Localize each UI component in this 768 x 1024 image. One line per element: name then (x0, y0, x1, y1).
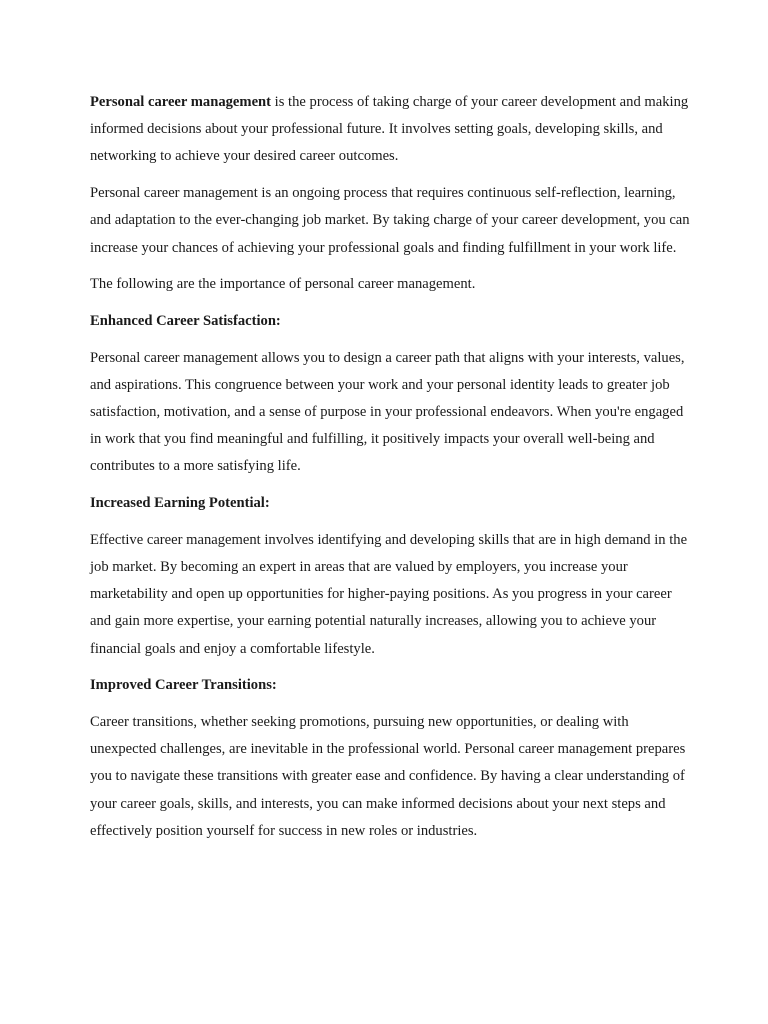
section-body-satisfaction: Personal career management allows you to design a career path that aligns with your interests, values, and aspirations. This congruence between your work and your personal identity leads to greater job satisfaction, motivation, and a sense of purpose in your professional endeavors. When you're engaged in work that you find meaningful and fulfilling, it positively impacts your overall well-being and contributes to a more satisfying life. (90, 349, 685, 475)
section-heading-earning: Increased Earning Potential: (90, 495, 270, 512)
paragraph-ongoing-process: Personal career management is an ongoing process that requires continuous self-reflection, learning, and adaptation to the ever-changing job market. By taking charge of your career development, you can increase your chances of achieving your professional goals and finding fulfillment in your work life. (90, 185, 690, 256)
section-body-transitions: Career transitions, whether seeking promotions, pursuing new opportunities, or dealing with unexpected challenges, are inevitable in the professional world. Personal career management prepares you to navigate these transitions with greater ease and confidence. By having a clear understanding of your career goals, skills, and interests, you can make informed decisions about your next steps and effectively position yourself for success in new roles or industries. (90, 714, 686, 839)
intro-lead-text: is the process of taking charge of your career development and making informed decisions about your professional future. It involves setting goals, developing skills, and networking to achieve your desired career outcomes. (90, 94, 689, 165)
section-heading-transitions: Improved Career Transitions: (90, 677, 277, 694)
intro-lead-term: Personal career management (90, 94, 272, 110)
section-heading-satisfaction: Enhanced Career Satisfaction: (90, 312, 281, 329)
intro-paragraph (90, 89, 690, 171)
document-page (90, 89, 690, 855)
section-body-earning: Effective career management involves identifying and developing skills that are in high demand in the job market. By becoming an expert in areas that are valued by employers, you increase your marketability and open up opportunities for higher-paying positions. As you progress in your career and gain more expertise, your earning potential naturally increases, allowing you to achieve your financial goals and enjoy a comfortable lifestyle. (90, 531, 688, 657)
paragraph-importance-intro: The following are the importance of personal career management. (90, 276, 476, 293)
